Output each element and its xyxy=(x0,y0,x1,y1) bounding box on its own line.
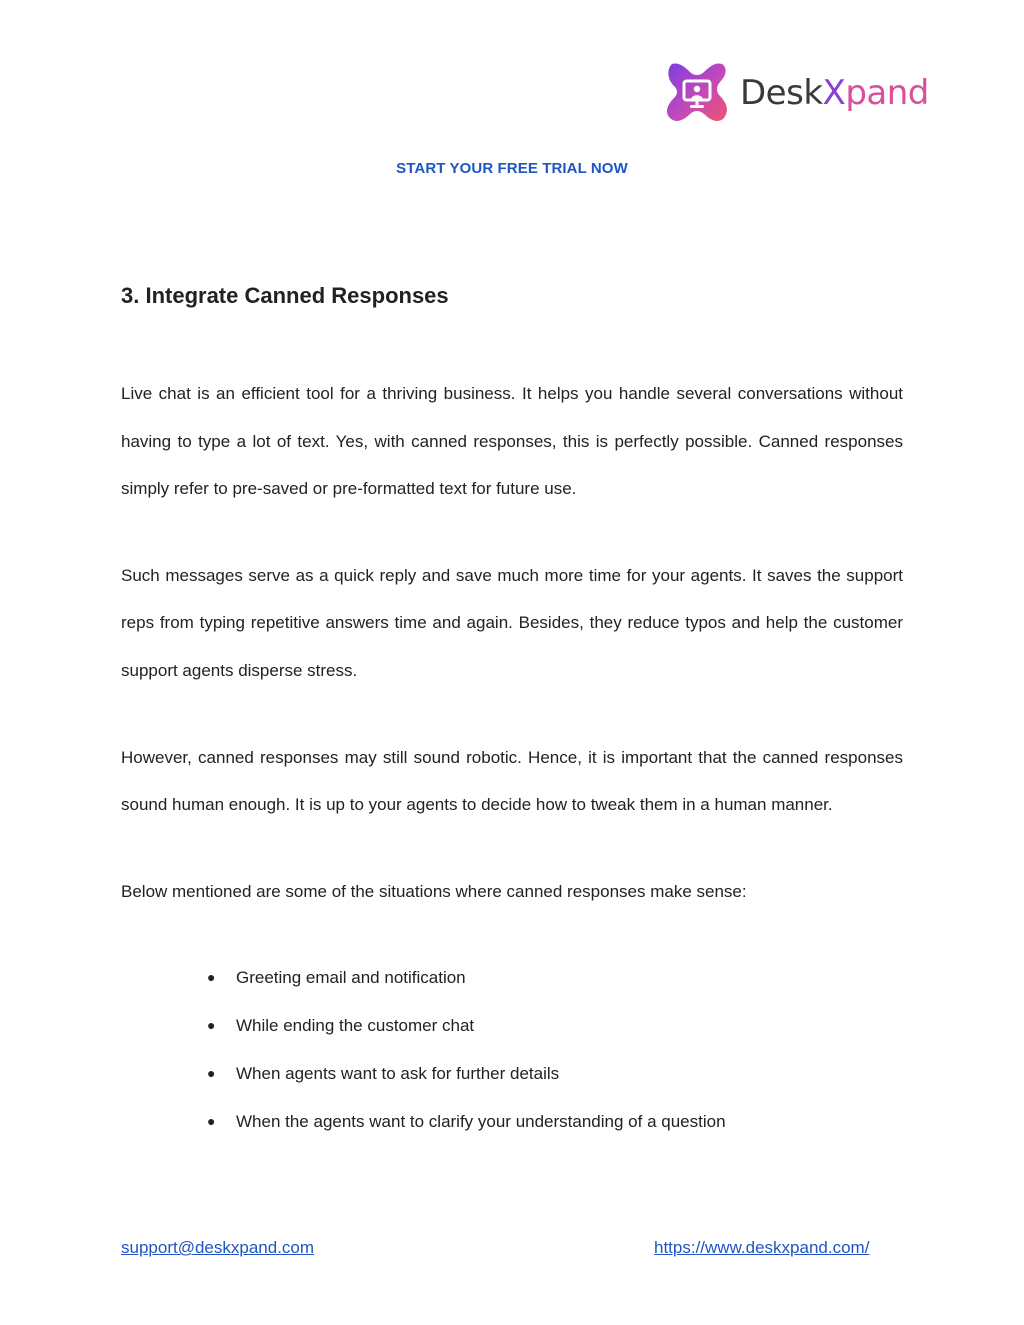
start-free-trial-link[interactable]: START YOUR FREE TRIAL NOW xyxy=(396,160,628,177)
list-item xyxy=(121,1098,903,1146)
brand-logo xyxy=(664,60,929,126)
brand-wordmark-pand: pand xyxy=(845,73,929,113)
brand-wordmark-desk: Desk xyxy=(740,73,823,113)
bullet-icon: ● xyxy=(207,1064,216,1081)
brand-wordmark xyxy=(740,73,929,113)
list-item-text: Greeting email and notification xyxy=(236,968,466,988)
paragraph: Such messages serve as a quick reply and save much more time for your agents. It saves the support reps from typing repetitive answers time and again. Besides, they reduce typos and help the customer support agents disperse stress. xyxy=(121,565,903,680)
list-item xyxy=(121,1002,903,1050)
list-item xyxy=(121,1050,903,1098)
bullet-icon: ● xyxy=(207,1112,216,1129)
bullet-list xyxy=(121,954,903,1145)
paragraph: Below mentioned are some of the situations where canned responses make sense: xyxy=(121,881,747,901)
section-title: 3. Integrate Canned Responses xyxy=(121,283,449,308)
list-item-text: When agents want to ask for further details xyxy=(236,1063,560,1083)
support-email-link[interactable]: support@deskxpand.com xyxy=(121,1238,315,1257)
list-item xyxy=(121,954,903,1002)
brand-wordmark-x: X xyxy=(822,73,846,113)
list-item-text: While ending the customer chat xyxy=(236,1016,475,1036)
paragraph: Live chat is an efficient tool for a thriving business. It helps you handle several conversations without having to type a lot of text. Yes, with canned responses, this is perfectly possible. Canned responses simply refer to pre-saved or pre-formatted text for future use. xyxy=(121,384,903,499)
article-section xyxy=(121,281,903,1146)
paragraph: However, canned responses may still sound robotic. Hence, it is important that the canned responses sound human enough. It is up to your agents to decide how to tweak them in a human manner. xyxy=(121,747,903,815)
website-link[interactable]: https://www.deskxpand.com/ xyxy=(654,1238,870,1257)
list-item-text: When the agents want to clarify your understanding of a question xyxy=(236,1111,726,1131)
monitor-in-x-icon xyxy=(664,60,730,126)
bullet-icon: ● xyxy=(207,1017,216,1034)
bullet-icon: ● xyxy=(207,969,216,986)
